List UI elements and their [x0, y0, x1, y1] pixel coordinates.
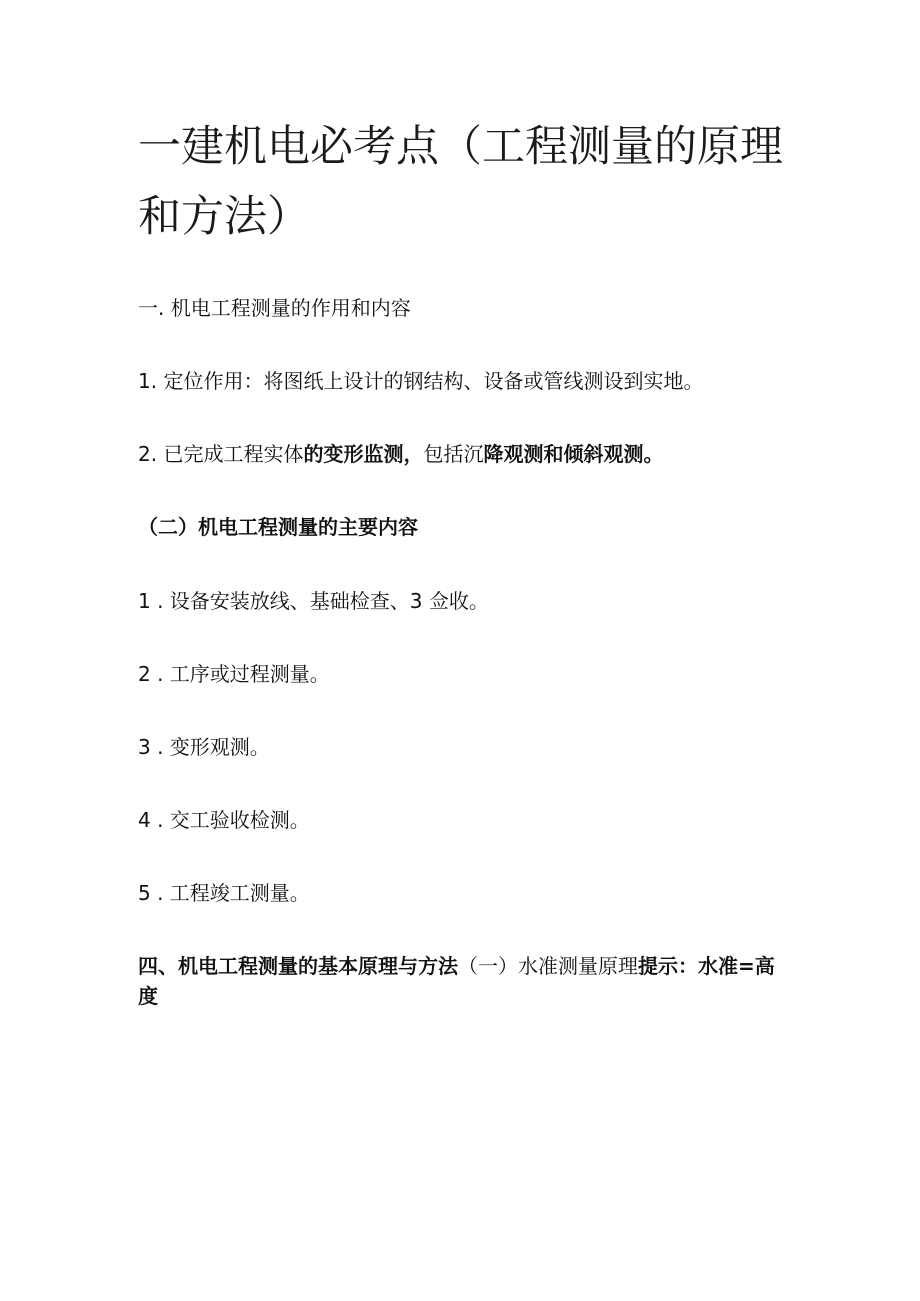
item2-text-c: 包括沉: [423, 442, 484, 466]
section4-hint: 提示：水准=高度: [138, 954, 775, 1008]
section1-heading: 一. 机电工程测量的作用和内容: [138, 296, 411, 320]
list-item: 3 . 变形观测。: [138, 735, 270, 759]
section4-subheading: （一）水准测量原理: [458, 954, 638, 978]
item2-bold-b: 的变形监测，: [303, 442, 424, 466]
section4-heading: 四、机电工程测量的基本原理与方法: [138, 954, 458, 978]
section4-paragraph: [138, 951, 778, 1011]
item-positioning: 1. 定位作用：将图纸上设计的钢结构、设备或管线测设到实地。: [138, 369, 704, 393]
document-title: 一建机电必考点（工程测量的原理和方法）: [138, 122, 783, 242]
list-item: 4 . 交工验收检测。: [138, 808, 310, 832]
item-deformation-monitoring: [138, 439, 798, 469]
list-item: 5 . 工程竣工测量。: [138, 881, 310, 905]
list-item: 1 . 设备安装放线、基础检查、3 佥收。: [138, 589, 489, 613]
item2-text-a: 2. 已完成工程实体: [138, 442, 304, 466]
section2-heading: （二）机电工程测量的主要内容: [138, 515, 418, 539]
list-item: 2 . 工序或过程测量。: [138, 662, 330, 686]
item2-bold-d: 降观测和倾斜观测。: [483, 442, 664, 466]
